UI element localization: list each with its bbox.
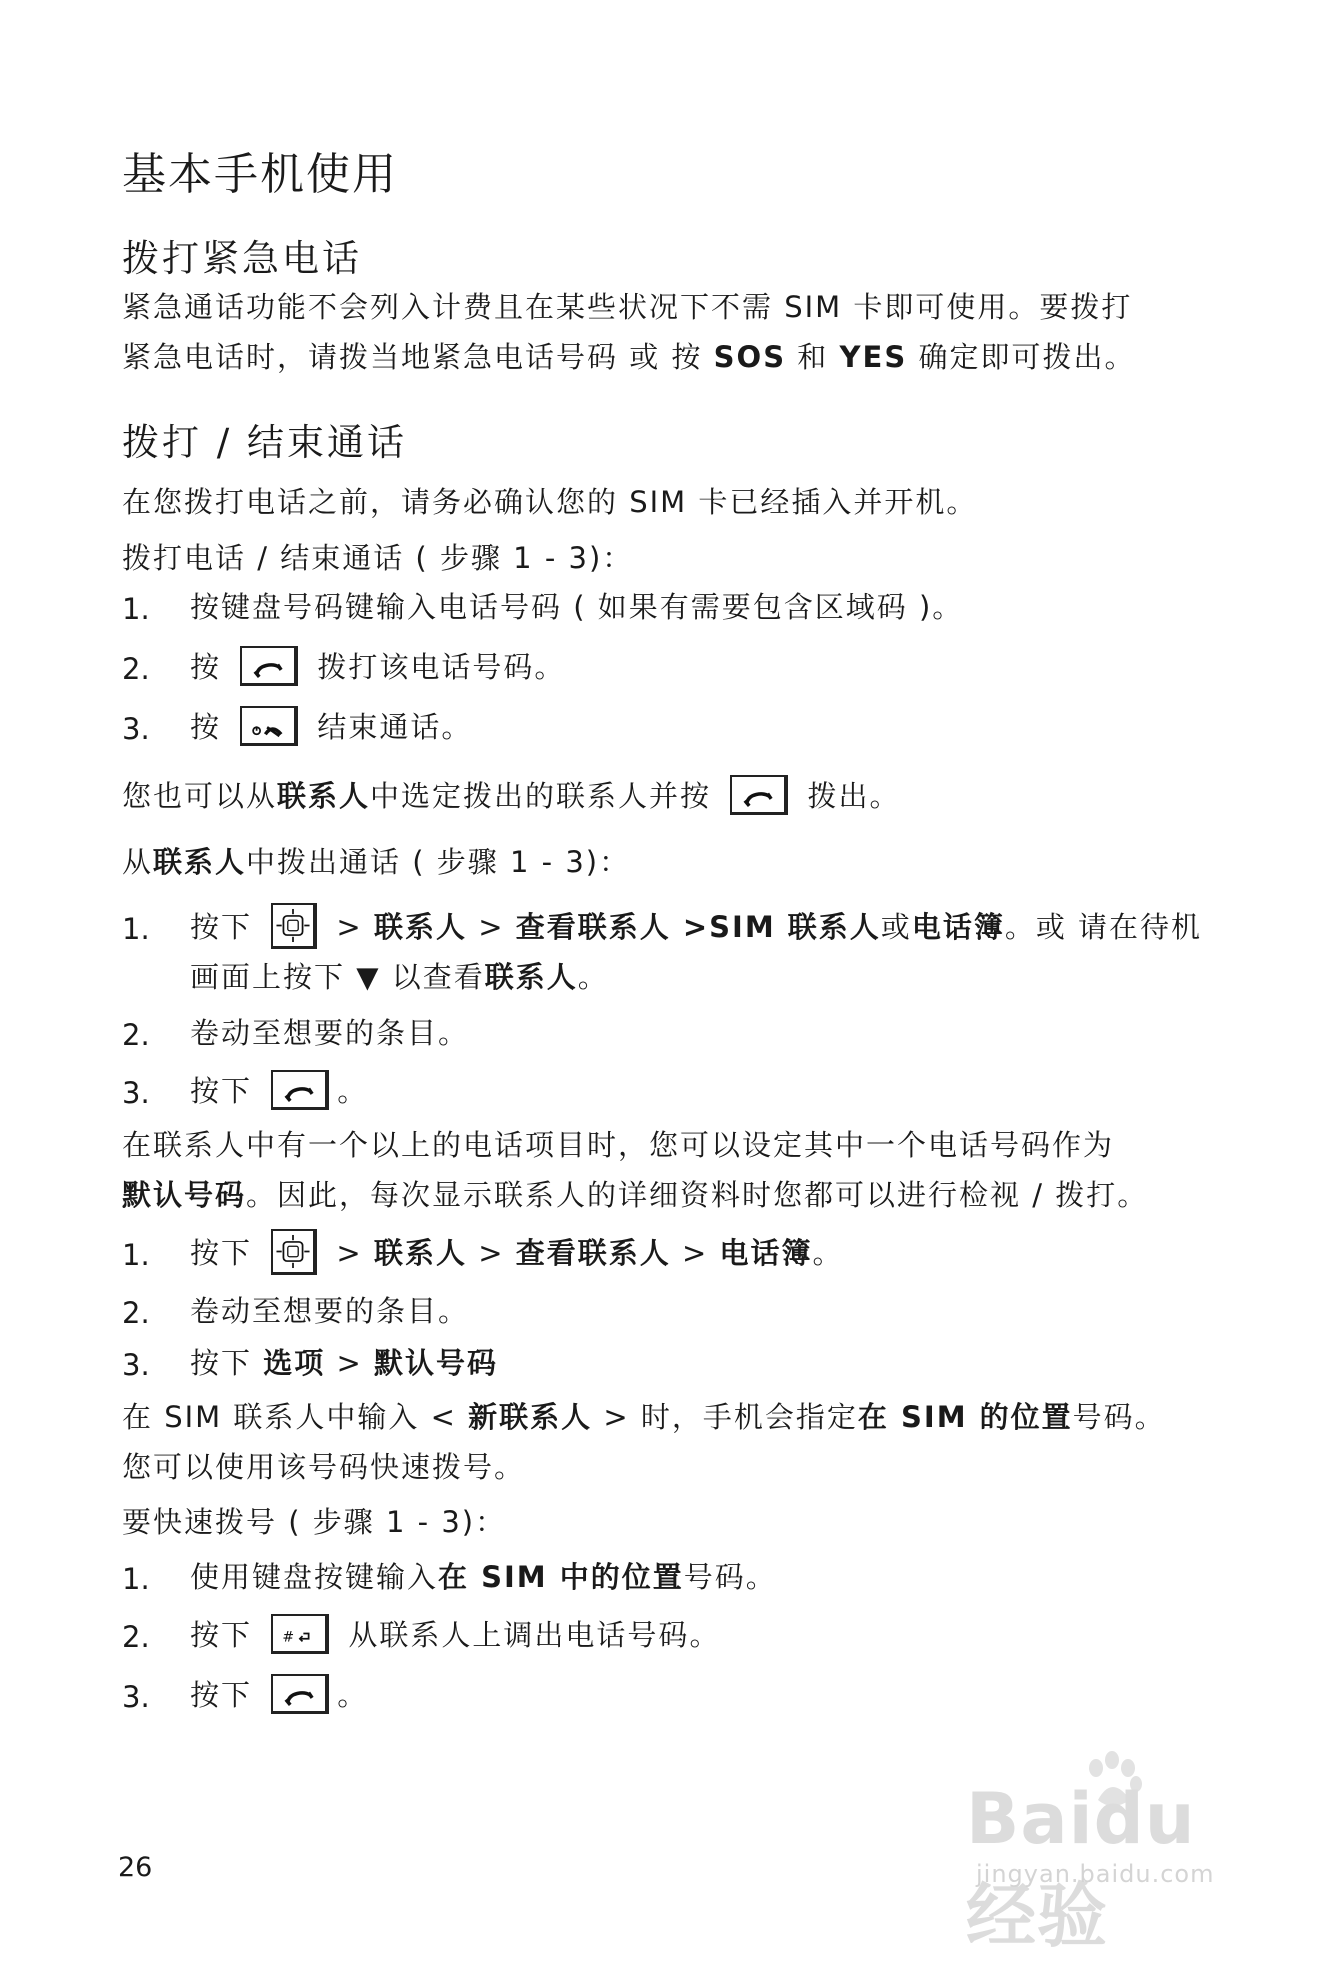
step-number: 2. bbox=[122, 652, 150, 686]
step-text: 按下 选项 > 默认号码 bbox=[190, 1346, 498, 1380]
step-text: 按下 > 联系人 > 查看联系人 >SIM 联系人或电话簿。或 请在待机 bbox=[190, 902, 1202, 952]
step-text: 按下 # 从联系人上调出电话号码。 bbox=[190, 1610, 720, 1660]
step-text: 按键盘号码键输入电话号码 ( 如果有需要包含区域码 )。 bbox=[190, 590, 964, 624]
step-number: 1. bbox=[122, 912, 150, 946]
call-lead-2: 从联系人中拨出通话 ( 步骤 1 - 3)： bbox=[122, 845, 631, 879]
step-text-cont: 画面上按下 ▼ 以查看联系人。 bbox=[190, 960, 609, 994]
step-number: 1. bbox=[122, 1562, 150, 1596]
step-number: 3. bbox=[122, 712, 150, 746]
call-key-icon bbox=[271, 1070, 329, 1110]
step-text: 按 结束通话。 bbox=[190, 702, 472, 752]
default-line-2: 默认号码。因此，每次显示联系人的详细资料时您都可以进行检视 / 拨打。 bbox=[122, 1178, 1149, 1212]
emergency-line-1: 紧急通话功能不会列入计费且在某些状况下不需 SIM 卡即可使用。要拨打 bbox=[122, 290, 1133, 324]
watermark-url: jingyan.baidu.com bbox=[976, 1860, 1215, 1888]
step-number: 3. bbox=[122, 1348, 150, 1382]
nav-key-icon bbox=[271, 903, 317, 949]
call-intro: 在您拨打电话之前，请务必确认您的 SIM 卡已经插入并开机。 bbox=[122, 485, 978, 519]
page-title: 基本手机使用 bbox=[122, 149, 398, 200]
page-number: 26 bbox=[118, 1852, 153, 1883]
call-key-icon bbox=[730, 775, 788, 815]
step-text: 按 拨打该电话号码。 bbox=[190, 642, 565, 692]
step-text: 卷动至想要的条目。 bbox=[190, 1016, 470, 1050]
step-number: 3. bbox=[122, 1076, 150, 1110]
sim-line-1: 在 SIM 联系人中输入 < 新联系人 > 时，手机会指定在 SIM 的位置号码。 bbox=[122, 1400, 1166, 1434]
emergency-paragraph bbox=[122, 282, 1182, 382]
sim-line-2: 您可以使用该号码快速拨号。 bbox=[122, 1450, 526, 1484]
baidu-watermark bbox=[966, 1748, 1266, 1957]
svg-text:#: # bbox=[282, 1629, 297, 1646]
step-text: 卷动至想要的条目。 bbox=[190, 1294, 470, 1328]
call-lead-1: 拨打电话 / 结束通话 ( 步骤 1 - 3)： bbox=[122, 541, 634, 575]
default-paragraph bbox=[122, 1120, 1182, 1220]
step-text: 按下 > 联系人 > 查看联系人 > 电话簿。 bbox=[190, 1228, 844, 1278]
also-line: 您也可以从联系人中选定拨出的联系人并按 拨出。 bbox=[122, 774, 900, 815]
default-line-1: 在联系人中有一个以上的电话项目时，您可以设定其中一个电话号码作为 bbox=[122, 1128, 1115, 1162]
end-key-icon bbox=[240, 706, 298, 746]
call-heading: 拨打 / 结束通话 bbox=[122, 421, 407, 464]
call-key-icon bbox=[271, 1674, 329, 1714]
call-key-icon bbox=[240, 646, 298, 686]
watermark-logo: Baidu 经验 bbox=[966, 1778, 1196, 1957]
step-text: 按下 。 bbox=[190, 1066, 368, 1116]
step-number: 2. bbox=[122, 1296, 150, 1330]
step-number: 3. bbox=[122, 1680, 150, 1714]
emergency-heading: 拨打紧急电话 bbox=[122, 237, 362, 280]
emergency-line-2: 紧急电话时，请拨当地紧急电话号码 或 按 SOS 和 YES 确定即可拨出。 bbox=[122, 340, 1136, 374]
call-lead-3: 要快速拨号 ( 步骤 1 - 3)： bbox=[122, 1505, 507, 1539]
step-number: 1. bbox=[122, 592, 150, 626]
nav-key-icon bbox=[271, 1229, 317, 1275]
step-number: 1. bbox=[122, 1238, 150, 1272]
sim-paragraph bbox=[122, 1392, 1182, 1492]
step-text: 按下 。 bbox=[190, 1670, 368, 1720]
hash-key-icon bbox=[271, 1614, 329, 1654]
step-number: 2. bbox=[122, 1620, 150, 1654]
step-text: 使用键盘按键输入在 SIM 中的位置号码。 bbox=[190, 1560, 777, 1594]
step-number: 2. bbox=[122, 1018, 150, 1052]
